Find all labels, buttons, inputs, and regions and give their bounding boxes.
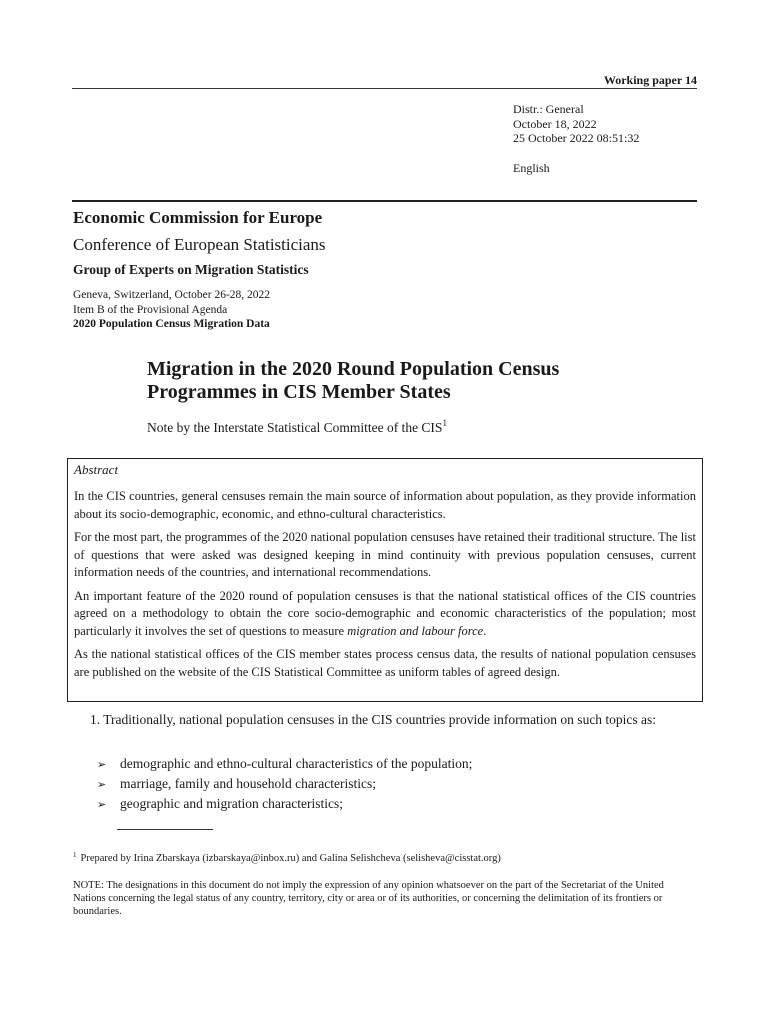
abstract-p3-emphasis: migration and labour force <box>347 623 484 638</box>
footnote-text: Prepared by Irina Zbarskaya (izbarskaya@inbox.ru) and Galina Selishcheva (selisheva@cisstat.org) <box>80 853 501 864</box>
title-line-1: Migration in the 2020 Round Population Census <box>147 358 560 380</box>
header-rule <box>72 88 697 89</box>
abstract-p3-text: An important feature of the 2020 round of population censuses is that the national statistical offices of the CIS countries agreed on a methodology to obtain the core socio-demographic and economic characteristics of the population; most particularly it involves the set of questions to measure <box>74 588 696 638</box>
list-item-text: demographic and ethno-cultural characteristics of the population; <box>120 756 473 771</box>
section-rule <box>72 200 697 202</box>
list-item <box>97 754 472 774</box>
arrow-bullet-icon: ➢ <box>97 758 107 771</box>
abstract-box <box>67 458 703 702</box>
document-date: October 18, 2022 <box>513 116 597 131</box>
title-line-2: Programmes in CIS Member States <box>147 381 451 403</box>
list-item <box>97 774 472 794</box>
distribution-block <box>513 102 639 175</box>
document-timestamp: 25 October 2022 08:51:32 <box>513 131 640 145</box>
body-paragraph-1: 1. Traditionally, national population censuses in the CIS countries provide information on such topics as: <box>90 712 657 727</box>
footnote-ref[interactable]: 1 <box>442 418 447 428</box>
authoring-note <box>147 418 447 436</box>
abstract-paragraph: For the most part, the programmes of the 2020 national population censuses have retained their traditional structure. The list of questions that were asked was designed keeping in mind continuity with previous population censuses, current information needs of the countries, and international recommendations. <box>74 530 696 579</box>
abstract-paragraph <box>74 588 696 641</box>
list-item <box>97 794 472 814</box>
footnote-separator <box>117 829 213 830</box>
distr-status: Distr.: General <box>513 102 584 116</box>
topic-list <box>97 754 472 814</box>
meeting-info <box>73 288 270 332</box>
meeting-location-date: Geneva, Switzerland, October 26-28, 2022 <box>73 289 271 301</box>
document-language: English <box>513 160 550 175</box>
group-name: Group of Experts on Migration Statistics <box>73 262 309 277</box>
document-title <box>147 358 667 404</box>
note-text: Note by the Interstate Statistical Committee of the CIS <box>147 420 443 435</box>
list-item-text: marriage, family and household characteristics; <box>120 776 377 791</box>
abstract-p3-end: . <box>483 623 487 638</box>
agenda-title: 2020 Population Census Migration Data <box>73 318 270 330</box>
conference-name: Conference of European Statisticians <box>73 235 326 254</box>
commission-name: Economic Commission for Europe <box>73 208 323 227</box>
arrow-bullet-icon: ➢ <box>97 798 107 811</box>
footnote <box>73 851 501 864</box>
list-item-text: geographic and migration characteristics; <box>120 796 344 811</box>
abstract-paragraph: In the CIS countries, general censuses remain the main source of information about population, as they provide information about its socio-demographic, economic, and ethno-cultural characteristics. <box>74 489 696 521</box>
un-disclaimer: NOTE: The designations in this document do not imply the expression of any opinion whatsoever on the part of the Secretariat of the United Nations concerning the legal status of any country, territory, city or area or of its authorities, or concerning the delimitation of its frontiers or boundaries. <box>73 880 664 917</box>
working-paper-label: Working paper 14 <box>603 73 697 87</box>
arrow-bullet-icon: ➢ <box>97 778 107 791</box>
agenda-item: Item B of the Provisional Agenda <box>73 303 228 316</box>
abstract-paragraph: As the national statistical offices of the CIS member states process census data, the results of national population censuses are published on the website of the CIS Statistical Committee as uniform tables of agreed design. <box>74 647 696 679</box>
abstract-heading: Abstract <box>74 462 119 477</box>
footnote-number: 1 <box>73 851 77 859</box>
